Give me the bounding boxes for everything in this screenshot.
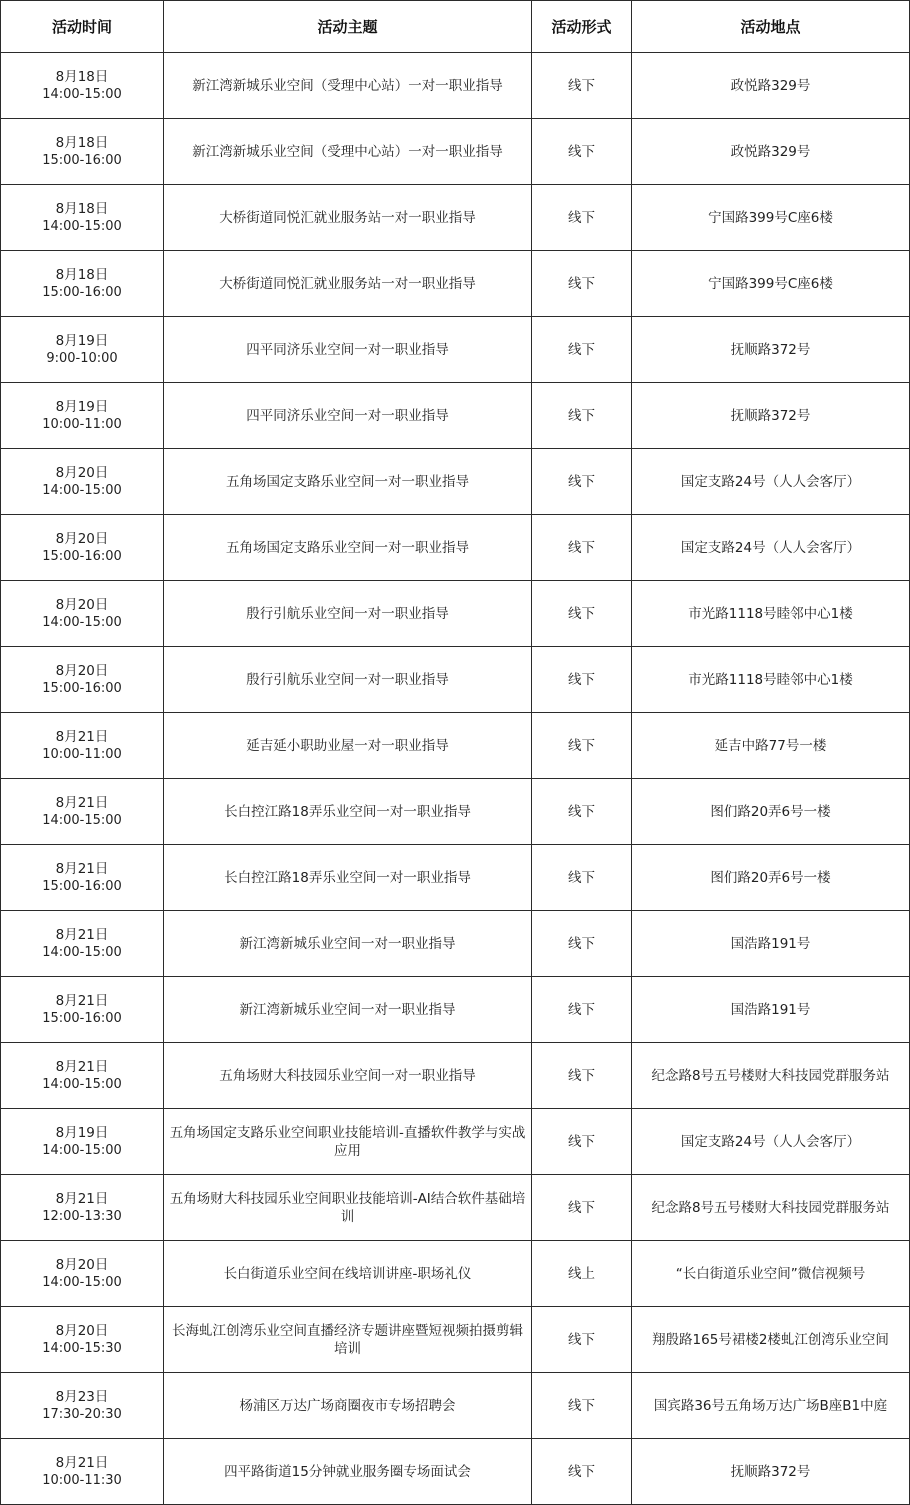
table-row (1, 1043, 910, 1109)
activity-form: 线上 (532, 1241, 632, 1307)
table-row (1, 647, 910, 713)
activity-form: 线下 (532, 317, 632, 383)
cell-place (632, 1109, 910, 1175)
activity-topic: 新江湾新城乐业空间一对一职业指导 (239, 1001, 456, 1018)
activity-date: 8月18日 (55, 68, 109, 85)
cell-topic (164, 1373, 532, 1439)
activity-topic: 五角场财大科技园乐业空间一对一职业指导 (219, 1067, 476, 1084)
activity-time-range: 10:00-11:30 (42, 1472, 122, 1488)
table-row (1, 449, 910, 515)
cell-place (632, 1373, 910, 1439)
cell-time (1, 449, 164, 515)
cell-place (632, 251, 910, 317)
cell-time (1, 317, 164, 383)
activity-date: 8月19日 (55, 1124, 109, 1141)
activity-form: 线下 (532, 1175, 632, 1241)
cell-topic (164, 1043, 532, 1109)
activity-place: 国浩路191号 (730, 935, 811, 952)
activity-place: 宁国路399号C座6楼 (708, 275, 833, 292)
activity-topic: 新江湾新城乐业空间一对一职业指导 (239, 935, 456, 952)
cell-time (1, 1373, 164, 1439)
cell-place (632, 449, 910, 515)
cell-time (1, 185, 164, 251)
cell-topic (164, 713, 532, 779)
cell-time (1, 1109, 164, 1175)
cell-time (1, 713, 164, 779)
cell-place (632, 581, 910, 647)
activity-time-range: 14:00-15:00 (42, 614, 122, 630)
cell-time (1, 251, 164, 317)
activity-date: 8月21日 (55, 794, 109, 811)
activity-topic: 大桥街道同悦汇就业服务站一对一职业指导 (219, 275, 476, 292)
activity-form: 线下 (532, 53, 632, 119)
cell-topic (164, 119, 532, 185)
activity-date: 8月21日 (55, 1058, 109, 1075)
activity-topic: 新江湾新城乐业空间（受理中心站）一对一职业指导 (192, 143, 503, 160)
activity-time-range: 9:00-10:00 (46, 350, 118, 366)
cell-place (632, 647, 910, 713)
cell-topic (164, 911, 532, 977)
activity-time-range: 14:00-15:00 (42, 86, 122, 102)
activity-topic: 殷行引航乐业空间一对一职业指导 (246, 671, 449, 688)
activity-time-range: 15:00-16:00 (42, 878, 122, 894)
activity-place: 国定支路24号（人人会客厅） (680, 539, 861, 556)
cell-time (1, 1241, 164, 1307)
table-row (1, 911, 910, 977)
activity-place: 国定支路24号（人人会客厅） (680, 1133, 861, 1150)
cell-time (1, 1175, 164, 1241)
activity-time-range: 15:00-16:00 (42, 1010, 122, 1026)
activity-time-range: 14:00-15:00 (42, 1142, 122, 1158)
activity-topic: 五角场国定支路乐业空间职业技能培训-直播软件教学与实战应用 (169, 1124, 526, 1159)
activity-topic: 长白街道乐业空间在线培训讲座-职场礼仪 (223, 1265, 472, 1282)
activity-date: 8月21日 (55, 1454, 109, 1471)
activity-place: 市光路1118号睦邻中心1楼 (688, 671, 853, 688)
activity-time-range: 14:00-15:00 (42, 1076, 122, 1092)
cell-place (632, 1307, 910, 1373)
cell-place (632, 1175, 910, 1241)
activity-time-range: 14:00-15:00 (42, 944, 122, 960)
activity-topic: 四平路街道15分钟就业服务圈专场面试会 (224, 1463, 471, 1480)
activity-date: 8月19日 (55, 398, 109, 415)
activity-form: 线下 (532, 911, 632, 977)
cell-topic (164, 1109, 532, 1175)
activity-place: 宁国路399号C座6楼 (708, 209, 833, 226)
activity-topic: 四平同济乐业空间一对一职业指导 (246, 407, 449, 424)
cell-topic (164, 1241, 532, 1307)
activity-date: 8月21日 (55, 860, 109, 877)
activity-place: 图们路20弄6号一楼 (710, 869, 831, 886)
activity-date: 8月20日 (55, 1256, 109, 1273)
activity-time-range: 15:00-16:00 (42, 548, 122, 564)
cell-topic (164, 581, 532, 647)
header-topic: 活动主题 (164, 1, 532, 53)
cell-time (1, 1307, 164, 1373)
cell-topic (164, 1439, 532, 1505)
cell-place (632, 383, 910, 449)
cell-time (1, 119, 164, 185)
cell-time (1, 581, 164, 647)
cell-topic (164, 185, 532, 251)
table-row (1, 1241, 910, 1307)
activity-form: 线下 (532, 119, 632, 185)
cell-place (632, 779, 910, 845)
activity-topic: 殷行引航乐业空间一对一职业指导 (246, 605, 449, 622)
activity-date: 8月18日 (55, 266, 109, 283)
cell-time (1, 647, 164, 713)
cell-place (632, 977, 910, 1043)
header-form: 活动形式 (532, 1, 632, 53)
cell-place (632, 845, 910, 911)
cell-topic (164, 383, 532, 449)
header-row (1, 1, 910, 53)
activity-topic: 大桥街道同悦汇就业服务站一对一职业指导 (219, 209, 476, 226)
cell-place (632, 713, 910, 779)
activity-date: 8月23日 (55, 1388, 109, 1405)
activity-place: 翔殷路165号裙楼2楼虬江创湾乐业空间 (652, 1331, 889, 1348)
activity-time-range: 14:00-15:00 (42, 812, 122, 828)
activity-form: 线下 (532, 383, 632, 449)
activity-place: “长白街道乐业空间”微信视频号 (675, 1265, 866, 1282)
table-row (1, 845, 910, 911)
activity-topic: 五角场国定支路乐业空间一对一职业指导 (226, 539, 469, 556)
activity-time-range: 14:00-15:30 (42, 1340, 122, 1356)
activity-time-range: 14:00-15:00 (42, 218, 122, 234)
activity-place: 国宾路36号五角场万达广场B座B1中庭 (653, 1397, 888, 1414)
activity-form: 线下 (532, 449, 632, 515)
cell-topic (164, 251, 532, 317)
activity-form: 线下 (532, 515, 632, 581)
activity-date: 8月20日 (55, 596, 109, 613)
cell-place (632, 119, 910, 185)
activity-date: 8月20日 (55, 662, 109, 679)
cell-topic (164, 449, 532, 515)
activity-date: 8月20日 (55, 464, 109, 481)
table-row (1, 1373, 910, 1439)
activity-date: 8月21日 (55, 926, 109, 943)
activity-topic: 长白控江路18弄乐业空间一对一职业指导 (224, 803, 471, 820)
activity-time-range: 15:00-16:00 (42, 284, 122, 300)
activity-form: 线下 (532, 779, 632, 845)
cell-topic (164, 845, 532, 911)
activity-date: 8月20日 (55, 530, 109, 547)
activity-place: 国浩路191号 (730, 1001, 811, 1018)
cell-time (1, 977, 164, 1043)
cell-place (632, 185, 910, 251)
cell-topic (164, 1307, 532, 1373)
table-row (1, 1307, 910, 1373)
activity-time-range: 14:00-15:00 (42, 1274, 122, 1290)
activity-topic: 五角场财大科技园乐业空间职业技能培训-AI结合软件基础培训 (169, 1190, 526, 1225)
table-row (1, 53, 910, 119)
cell-place (632, 1439, 910, 1505)
activity-place: 政悦路329号 (730, 143, 811, 160)
table-row (1, 1175, 910, 1241)
cell-time (1, 845, 164, 911)
cell-topic (164, 647, 532, 713)
cell-time (1, 1043, 164, 1109)
header-time: 活动时间 (1, 1, 164, 53)
cell-place (632, 515, 910, 581)
activity-form: 线下 (532, 251, 632, 317)
activity-time-range: 10:00-11:00 (42, 746, 122, 762)
activity-date: 8月21日 (55, 728, 109, 745)
table-row (1, 1109, 910, 1175)
cell-topic (164, 977, 532, 1043)
table-header (1, 1, 910, 53)
activity-place: 抚顺路372号 (730, 341, 811, 358)
activity-place: 纪念路8号五号楼财大科技园党群服务站 (651, 1199, 890, 1216)
activity-topic: 四平同济乐业空间一对一职业指导 (246, 341, 449, 358)
cell-time (1, 1439, 164, 1505)
activity-topic: 新江湾新城乐业空间（受理中心站）一对一职业指导 (192, 77, 503, 94)
cell-time (1, 53, 164, 119)
activity-form: 线下 (532, 1439, 632, 1505)
table-row (1, 251, 910, 317)
activity-time-range: 12:00-13:30 (42, 1208, 122, 1224)
cell-place (632, 1241, 910, 1307)
table-row (1, 779, 910, 845)
activity-form: 线下 (532, 185, 632, 251)
cell-time (1, 515, 164, 581)
cell-topic (164, 53, 532, 119)
activity-place: 延吉中路77号一楼 (714, 737, 827, 754)
activity-date: 8月18日 (55, 134, 109, 151)
activity-form: 线下 (532, 647, 632, 713)
activity-place: 抚顺路372号 (730, 407, 811, 424)
activity-time-range: 10:00-11:00 (42, 416, 122, 432)
cell-topic (164, 515, 532, 581)
activity-topic: 长海虬江创湾乐业空间直播经济专题讲座暨短视频拍摄剪辑培训 (172, 1322, 523, 1357)
cell-place (632, 53, 910, 119)
cell-place (632, 317, 910, 383)
activity-form: 线下 (532, 1109, 632, 1175)
table-row (1, 515, 910, 581)
activity-date: 8月19日 (55, 332, 109, 349)
cell-topic (164, 779, 532, 845)
cell-time (1, 383, 164, 449)
activity-time-range: 17:30-20:30 (42, 1406, 122, 1422)
table-row (1, 185, 910, 251)
activity-form: 线下 (532, 1373, 632, 1439)
activity-date: 8月21日 (55, 992, 109, 1009)
activity-topic: 延吉延小职助业屋一对一职业指导 (246, 737, 449, 754)
table-row (1, 581, 910, 647)
activity-form: 线下 (532, 845, 632, 911)
activity-topic: 杨浦区万达广场商圈夜市专场招聘会 (239, 1397, 456, 1414)
activity-date: 8月18日 (55, 200, 109, 217)
activity-form: 线下 (532, 1307, 632, 1373)
table-row (1, 119, 910, 185)
activity-form: 线下 (532, 977, 632, 1043)
table-row (1, 1439, 910, 1505)
table-body (1, 53, 910, 1505)
cell-topic (164, 317, 532, 383)
activity-place: 图们路20弄6号一楼 (710, 803, 831, 820)
activity-form: 线下 (532, 713, 632, 779)
activity-place: 市光路1118号睦邻中心1楼 (688, 605, 853, 622)
activity-place: 国定支路24号（人人会客厅） (680, 473, 861, 490)
activity-form: 线下 (532, 581, 632, 647)
activity-place: 纪念路8号五号楼财大科技园党群服务站 (651, 1067, 890, 1084)
activity-topic: 五角场国定支路乐业空间一对一职业指导 (226, 473, 469, 490)
table-row (1, 713, 910, 779)
activity-topic: 长白控江路18弄乐业空间一对一职业指导 (224, 869, 471, 886)
activity-place: 抚顺路372号 (730, 1463, 811, 1480)
activity-time-range: 15:00-16:00 (42, 680, 122, 696)
activity-form: 线下 (532, 1043, 632, 1109)
activity-time-range: 15:00-16:00 (42, 152, 122, 168)
activity-date: 8月20日 (55, 1322, 109, 1339)
table-row (1, 383, 910, 449)
cell-topic (164, 1175, 532, 1241)
table-row (1, 977, 910, 1043)
activity-time-range: 14:00-15:00 (42, 482, 122, 498)
cell-time (1, 911, 164, 977)
table-row (1, 317, 910, 383)
cell-place (632, 911, 910, 977)
activity-date: 8月21日 (55, 1190, 109, 1207)
cell-place (632, 1043, 910, 1109)
header-place: 活动地点 (632, 1, 910, 53)
cell-time (1, 779, 164, 845)
activity-place: 政悦路329号 (730, 77, 811, 94)
